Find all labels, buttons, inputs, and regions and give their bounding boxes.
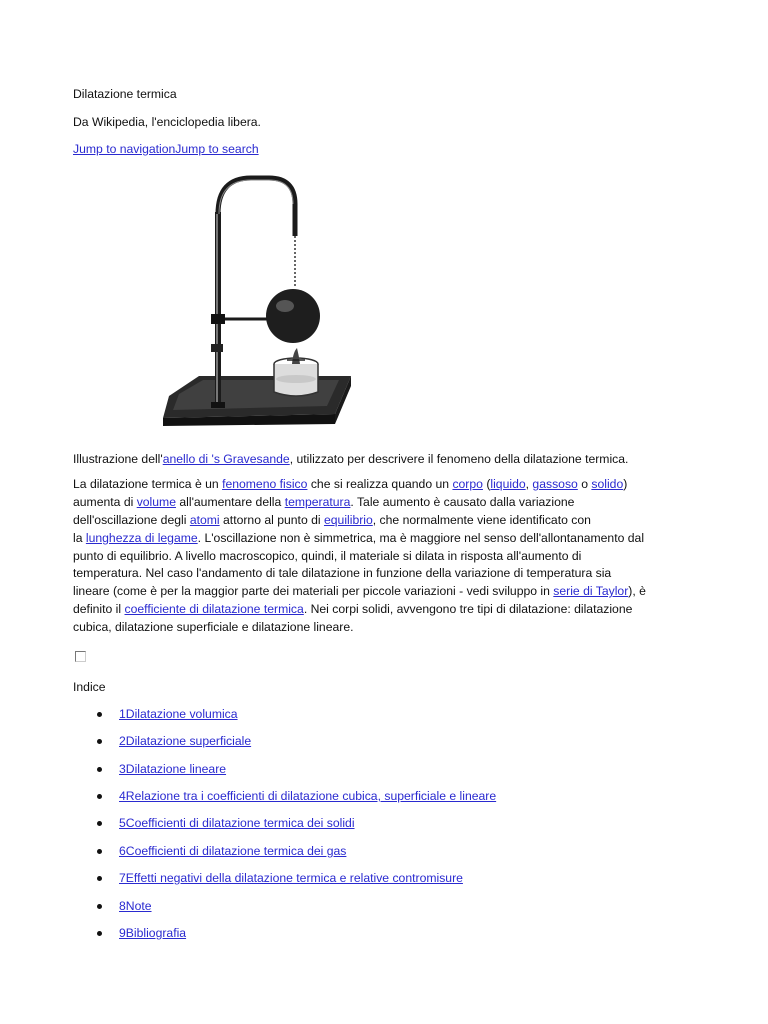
page-title: Dilatazione termica bbox=[73, 87, 177, 101]
toc-toggle-checkbox[interactable] bbox=[75, 651, 86, 662]
fenomeno-fisico-link[interactable]: fenomeno fisico bbox=[222, 477, 308, 491]
toc-link[interactable]: 6Coefficienti di dilatazione termica dei gas bbox=[119, 844, 347, 858]
paragraph-line: la lunghezza di legame. L'oscillazione non è simmetrica, ma è maggiore nel senso dell'allontanamento dal bbox=[73, 530, 645, 545]
gassoso-link[interactable]: gassoso bbox=[532, 477, 578, 491]
page-subtitle: Da Wikipedia, l'enciclopedia libera. bbox=[73, 115, 261, 129]
bullet-icon bbox=[97, 821, 102, 826]
toc-heading: Indice bbox=[73, 680, 106, 694]
gravesande-link[interactable]: anello di 's Gravesande bbox=[162, 452, 290, 466]
volume-link[interactable]: volume bbox=[136, 494, 176, 509]
toc-link[interactable]: 7Effetti negativi della dilatazione termica e relative contromisure bbox=[119, 871, 463, 885]
coefficiente-dilatazione-link[interactable]: coefficiente di dilatazione termica bbox=[124, 602, 304, 617]
paragraph-line: definito il coefficiente di dilatazione termica. Nei corpi solidi, avvengono tre tipi di dilatazione: dilatazione bbox=[73, 602, 633, 617]
solido-link[interactable]: solido bbox=[591, 477, 624, 491]
toc-link[interactable]: 1Dilatazione volumica bbox=[119, 707, 238, 721]
bullet-icon bbox=[97, 876, 102, 881]
paragraph-line: dell'oscillazione degli atomi attorno al punto di equilibrio, che normalmente viene identificato con bbox=[73, 512, 591, 527]
bullet-icon bbox=[97, 931, 102, 936]
toc-link[interactable]: 8Note bbox=[119, 899, 152, 913]
jump-links bbox=[73, 141, 259, 158]
toc-link[interactable]: 3Dilatazione lineare bbox=[119, 762, 227, 776]
paragraph-line: punto di equilibrio. A livello macroscopico, quindi, il materiale si dilata in risposta all'aumento di bbox=[73, 548, 582, 563]
bullet-icon bbox=[97, 904, 102, 909]
paragraph-line: La dilatazione termica è un fenomeno fisico che si realizza quando un corpo (liquido, gassoso o solido) bbox=[73, 477, 628, 491]
toc-link[interactable]: 4Relazione tra i coefficienti di dilatazione cubica, superficiale e lineare bbox=[119, 789, 497, 803]
bullet-icon bbox=[97, 712, 102, 717]
intro-paragraph bbox=[73, 476, 693, 637]
bullet-icon bbox=[97, 767, 102, 772]
jump-to-links[interactable]: Jump to navigationJump to search bbox=[73, 142, 259, 156]
bullet-icon bbox=[97, 849, 102, 854]
equilibrio-link[interactable]: equilibrio bbox=[323, 512, 373, 527]
lunghezza-di-legame-link[interactable]: lunghezza di legame bbox=[85, 530, 198, 545]
toc-link[interactable]: 5Coefficienti di dilatazione termica dei solidi bbox=[119, 816, 355, 830]
atomi-link[interactable]: atomi bbox=[189, 512, 220, 527]
gravesande-ring-illustration bbox=[159, 174, 355, 428]
paragraph-line: lineare (come è per la maggior parte dei materiali per piccole variazioni - vedi sviluppo in serie di Taylor), è bbox=[73, 584, 646, 599]
paragraph-line: cubica, dilatazione superficiale e dilatazione lineare. bbox=[73, 620, 354, 635]
liquido-link[interactable]: liquido bbox=[490, 477, 526, 491]
toc-link[interactable]: 2Dilatazione superficiale bbox=[119, 734, 252, 748]
paragraph-line: aumenta di volume all'aumentare della temperatura. Tale aumento è causato dalla variazione bbox=[73, 494, 575, 509]
toc-link[interactable]: 9Bibliografia bbox=[119, 926, 187, 940]
corpo-link[interactable]: corpo bbox=[452, 477, 483, 491]
serie-di-taylor-link[interactable]: serie di Taylor bbox=[553, 584, 629, 599]
figure-caption: Illustrazione dell'anello di 's Gravesande, utilizzato per descrivere il fenomeno della dilatazione termica. bbox=[73, 452, 629, 466]
paragraph-line: temperatura. Nel caso l'andamento di tale dilatazione in funzione della variazione di temperatura sia bbox=[73, 566, 612, 581]
bullet-icon bbox=[97, 739, 102, 744]
bullet-icon bbox=[97, 794, 102, 799]
temperatura-link[interactable]: temperatura bbox=[284, 494, 351, 509]
